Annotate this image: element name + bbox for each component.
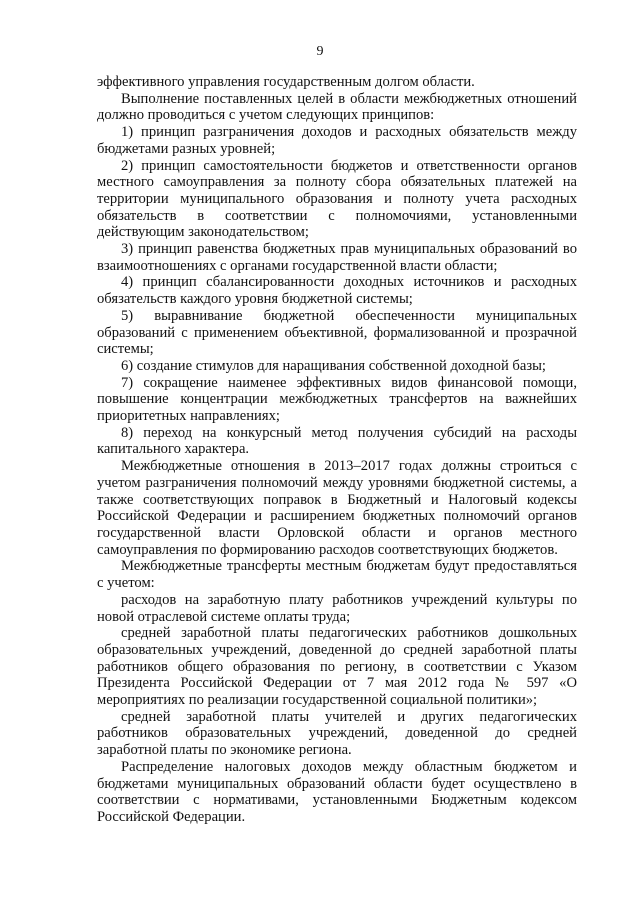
paragraph: Распределение налоговых доходов между областным бюджетом и бюджетами муниципальных образований области будет осуществлено в соответствии с нормативами, установленными Бюджетным кодексом Российской Федерации. bbox=[97, 758, 577, 825]
paragraph: 3) принцип равенства бюджетных прав муниципальных образований во взаимоотношениях с органами государственной власти области; bbox=[97, 241, 577, 274]
document-body bbox=[97, 74, 577, 826]
paragraph: 8) переход на конкурсный метод получения субсидий на расходы капитального характера. bbox=[97, 424, 577, 458]
paragraph: Межбюджетные отношения в 2013–2017 годах должны строиться с учетом разграничения полномочий между уровнями бюджетной системы, а также соответствующих поправок в Бюджетный и Налоговый кодексы Российской Федерации и расширением бюджетных полномочий органов государственной власти Орловской области и органов местного самоуправления по формированию расходов соответствующих бюджетов. bbox=[97, 458, 577, 558]
paragraph: Межбюджетные трансферты местным бюджетам будут предоставляться с учетом: bbox=[97, 558, 577, 592]
page-number: 9 bbox=[316, 44, 324, 59]
paragraph: 1) принцип разграничения доходов и расходных обязательств между бюджетами разных уровней; bbox=[97, 124, 577, 157]
paragraph: 6) создание стимулов для наращивания собственной доходной базы; bbox=[121, 357, 546, 374]
paragraph: 5) выравнивание бюджетной обеспеченности муниципальных образований с применением объективной, формализованной и прозрачной системы; bbox=[97, 307, 577, 358]
paragraph: средней заработной платы педагогических работников дошкольных образовательных учреждений, доведенной до средней заработной платы работников общего образования по региону, в соответствии с Указом Президента Российской Федерации от 7 мая 2012 года № 597 «О мероприятиях по реализации государственной социальной политики»; bbox=[97, 625, 577, 709]
paragraph: расходов на заработную плату работников учреждений культуры по новой отраслевой системе оплаты труда; bbox=[97, 591, 577, 625]
paragraph: средней заработной платы учителей и других педагогических работников образовательных учреждений, доведенной до средней заработной платы по экономике региона. bbox=[97, 708, 577, 759]
paragraph: эффективного управления государственным долгом области. bbox=[97, 74, 475, 90]
paragraph: Выполнение поставленных целей в области межбюджетных отношений должно проводиться с учетом следующих принципов: bbox=[97, 90, 577, 124]
paragraph: 2) принцип самостоятельности бюджетов и ответственности органов местного самоуправления за полноту сбора обязательных платежей на территории муниципального образования и полноту учета расходных обязательств в соответствии с полномочиями, установленными действующим законодательством; bbox=[97, 157, 577, 241]
paragraph: 7) сокращение наименее эффективных видов финансовой помощи, повышение концентрации межбюджетных трансфертов на важнейших приоритетных направлениях; bbox=[97, 374, 577, 425]
paragraph: 4) принцип сбалансированности доходных источников и расходных обязательств каждого уровня бюджетной системы; bbox=[97, 274, 577, 308]
